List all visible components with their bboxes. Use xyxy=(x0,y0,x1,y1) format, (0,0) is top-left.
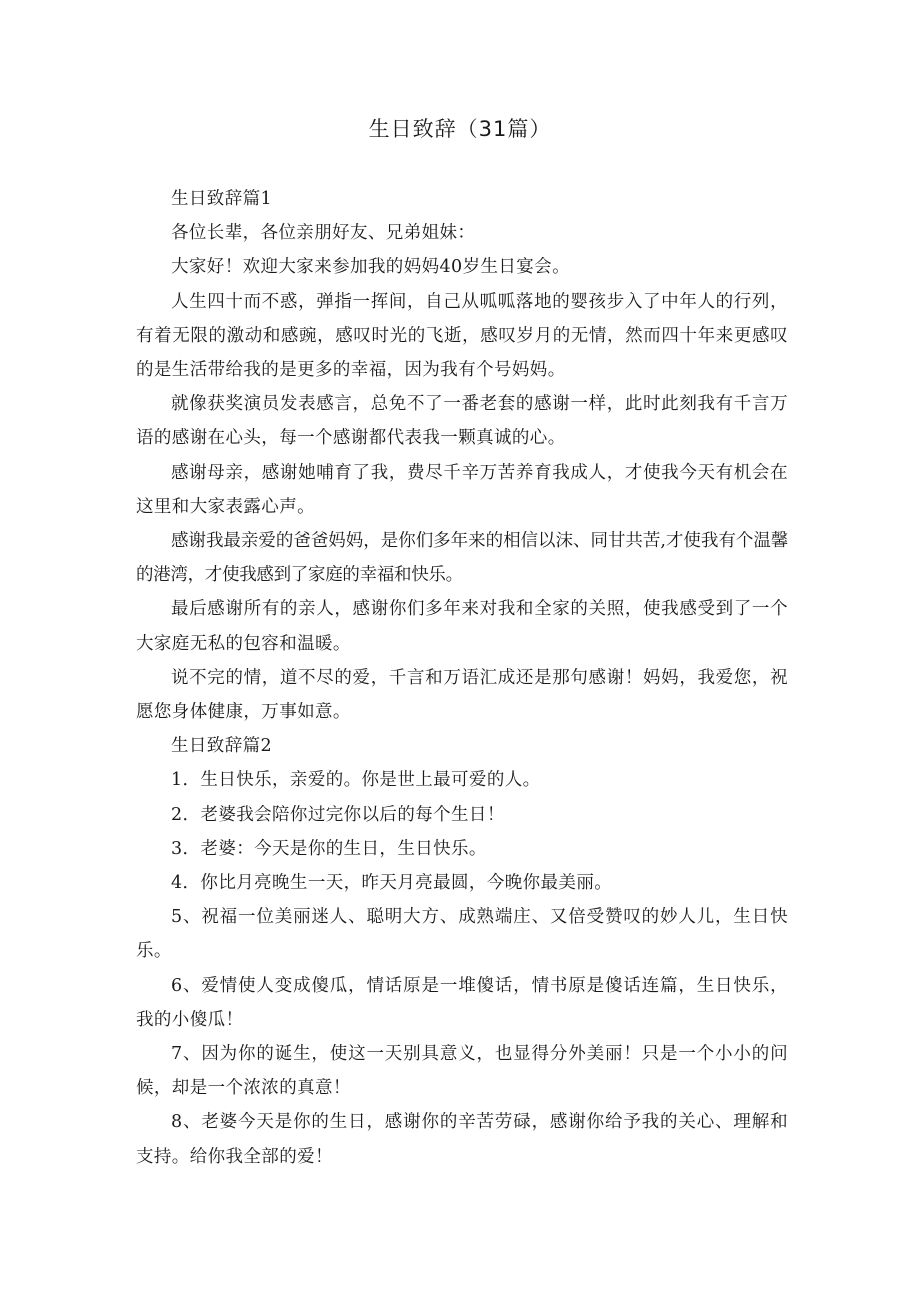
section-heading: 生日致辞篇1 xyxy=(171,189,273,209)
paragraph: 大家好！欢迎大家来参加我的妈妈40岁生日宴会。 xyxy=(171,257,570,278)
paragraph: 说不完的情，道不尽的爱，千言和万语汇成还是那句感谢！妈妈，我爱您，祝愿您身体健康，万事如意。 xyxy=(136,667,788,723)
paragraph: 感谢我最亲爱的爸爸妈妈，是你们多年来的相信以沫、同甘共苦,才使我有个温馨的港湾，才使我感到了家庭的幸福和快乐。 xyxy=(136,531,788,586)
list-item: 4．你比月亮晚生一天，昨天月亮最圆，今晚你最美丽。 xyxy=(171,873,613,894)
section-heading: 生日致辞篇2 xyxy=(171,736,273,757)
paragraph: 人生四十而不惑，弹指一挥间，自己从呱呱落地的婴孩步入了中年人的行列，有着无限的激动和感豌，感叹时光的飞逝，感叹岁月的无情，然而四十年来更感叹的是生活带给我的是更多的幸福，因为我有个号妈妈。 xyxy=(136,291,788,381)
paragraph: 感谢母亲，感谢她哺育了我，费尽千辛万苦养育我成人，才使我今天有机会在这里和大家表露心声。 xyxy=(136,462,788,517)
list-item: 7、因为你的诞生，使这一天别具意义，也显得分外美丽！只是一个小小的问候，却是一个浓浓的真意！ xyxy=(136,1044,788,1099)
list-item: 6、爱情使人变成傻瓜，情话原是一堆傻话，情书原是傻话连篇，生日快乐，我的小傻瓜！ xyxy=(136,975,788,1030)
list-item: 5、祝福一位美丽迷人、聪明大方、成熟端庄、又倍受赞叹的妙人儿，生日快乐。 xyxy=(136,907,788,962)
list-item: 3．老婆：今天是你的生日，生日快乐。 xyxy=(171,838,487,859)
list-item: 1．生日快乐，亲爱的。你是世上最可爱的人。 xyxy=(171,770,541,791)
document-body xyxy=(136,182,788,1174)
paragraph: 就像获奖演员发表感言，总免不了一番老套的感谢一样，此时此刻我有千言万语的感谢在心头，每一个感谢都代表我一颗真诚的心。 xyxy=(136,394,788,449)
greeting-line: 各位长辈，各位亲朋好友、兄弟姐妹： xyxy=(171,223,476,244)
paragraph: 最后感谢所有的亲人，感谢你们多年来对我和全家的关照，使我感受到了一个大家庭无私的包容和温暖。 xyxy=(136,599,788,654)
list-item: 8、老婆今天是你的生日，感谢你的辛苦劳碌，感谢你给予我的关心、理解和支持。给你我全部的爱！ xyxy=(136,1112,788,1167)
document-title: 生日致辞（31篇） xyxy=(368,117,552,141)
list-item: 2．老婆我会陪你过完你以后的每个生日！ xyxy=(171,804,505,825)
